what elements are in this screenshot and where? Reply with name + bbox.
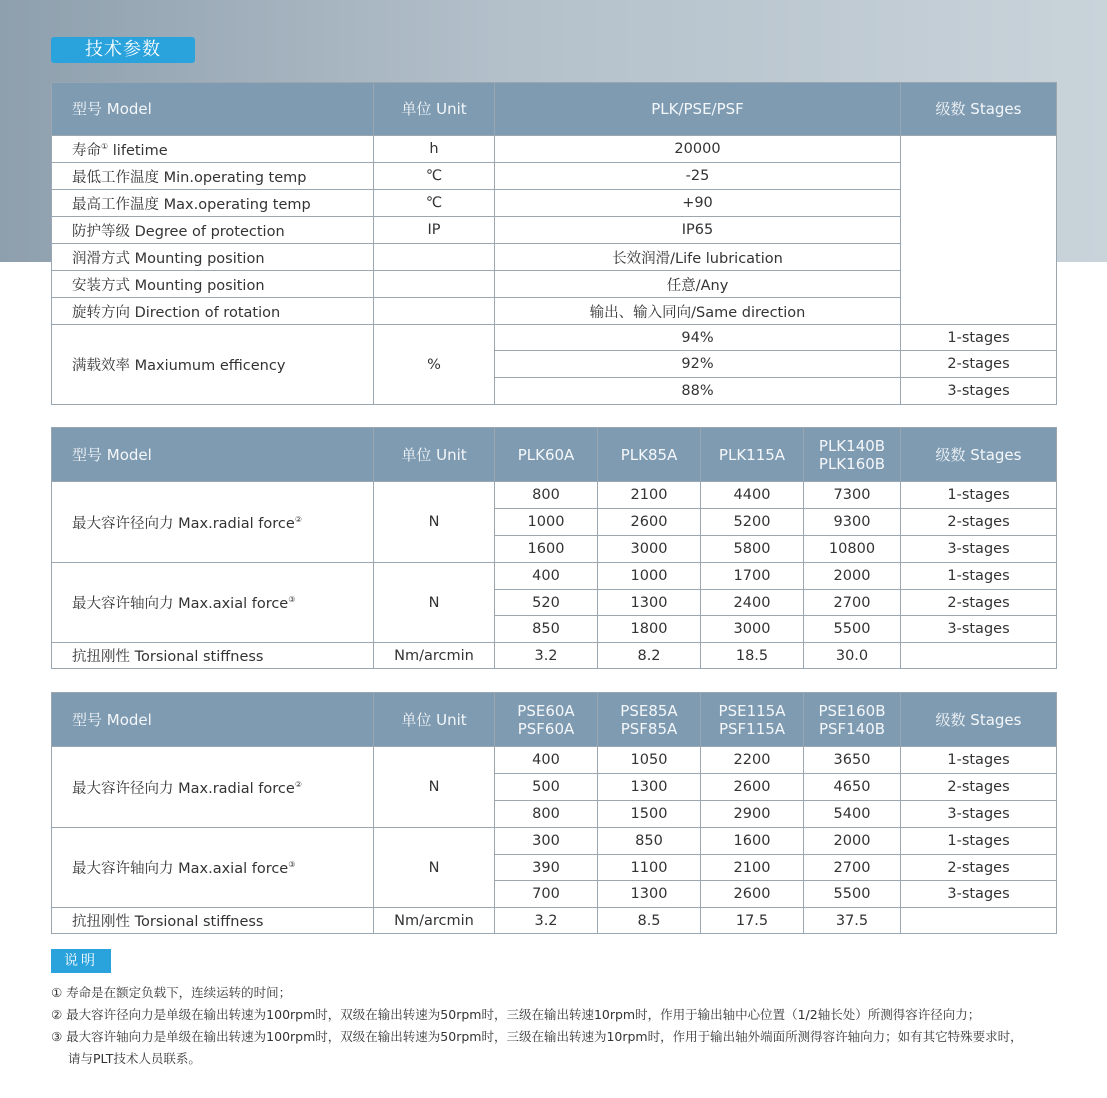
value-cell: 850: [495, 616, 598, 643]
value-cell: 1700: [701, 563, 804, 590]
value-cell: 1050: [598, 747, 701, 774]
value-cell: 1600: [495, 536, 598, 563]
value-cell: 850: [598, 828, 701, 855]
header-stages: 级数 Stages: [901, 428, 1057, 482]
row-unit: ℃: [374, 163, 495, 190]
value-cell: 700: [495, 881, 598, 908]
row-label: 最低工作温度 Min.operating temp: [52, 163, 374, 190]
stage-label: 2-stages: [901, 855, 1057, 881]
row-label: 旋转方向 Direction of rotation: [52, 298, 374, 325]
stage-label: 2-stages: [901, 774, 1057, 801]
value-cell: 1600: [701, 828, 804, 855]
stage-label: 3-stages: [901, 378, 1057, 405]
row-value: 长效润滑/Life lubrication: [495, 244, 901, 271]
notes-title: 说明: [51, 949, 111, 973]
value-cell: 2700: [804, 855, 901, 881]
value-cell: 520: [495, 590, 598, 616]
value-cell: 2000: [804, 563, 901, 590]
value-cell: 37.5: [804, 908, 901, 934]
value-cell: 400: [495, 563, 598, 590]
header-pse160b-psf140b: PSE160B PSF140B: [804, 693, 901, 747]
header-model: 型号 Model: [52, 693, 374, 747]
value-cell: 18.5: [701, 643, 804, 669]
value-cell: 1100: [598, 855, 701, 881]
stage-label: 3-stages: [901, 616, 1057, 643]
value-cell: 1000: [598, 563, 701, 590]
blank-stage-cell: [901, 908, 1057, 934]
row-label: 安装方式 Mounting position: [52, 271, 374, 298]
stage-label: 1-stages: [901, 747, 1057, 774]
general-spec-table: [51, 82, 1057, 405]
value-cell: 9300: [804, 509, 901, 536]
value-cell: 3.2: [495, 643, 598, 669]
table-header-row: [52, 428, 1057, 482]
row-value: -25: [495, 163, 901, 190]
value-cell: 30.0: [804, 643, 901, 669]
header-stages: 级数 Stages: [901, 83, 1057, 136]
value-cell: 3650: [804, 747, 901, 774]
radial-force-label: 最大容许径向力 Max.radial force②: [52, 482, 374, 563]
note-line: ② 最大容许径向力是单级在输出转速为100rpm时，双级在输出转速为50rpm时，三级在输出转速10rpm时，作用于输出轴中心位置（1/2轴长处）所测得容许径向力；: [51, 1007, 981, 1022]
pse-psf-force-table: [51, 692, 1057, 934]
value-cell: 4400: [701, 482, 804, 509]
efficiency-value: 88%: [495, 378, 901, 405]
row-label: 润滑方式 Mounting position: [52, 244, 374, 271]
row-unit: [374, 271, 495, 298]
value-cell: 5500: [804, 881, 901, 908]
value-cell: 5500: [804, 616, 901, 643]
value-cell: 1800: [598, 616, 701, 643]
table-row: [52, 747, 1057, 774]
header-unit: 单位 Unit: [374, 83, 495, 136]
section-title: 技术参数: [51, 37, 195, 63]
row-label: 防护等级 Degree of protection: [52, 217, 374, 244]
value-cell: 10800: [804, 536, 901, 563]
efficiency-value: 94%: [495, 325, 901, 351]
stage-label: 2-stages: [901, 351, 1057, 378]
torsional-unit: Nm/arcmin: [374, 643, 495, 669]
stage-label: 1-stages: [901, 482, 1057, 509]
value-cell: 5200: [701, 509, 804, 536]
torsional-unit: Nm/arcmin: [374, 908, 495, 934]
value-cell: 5800: [701, 536, 804, 563]
value-cell: 2400: [701, 590, 804, 616]
axial-force-unit: N: [374, 563, 495, 643]
torsional-label: 抗扭刚性 Torsional stiffness: [52, 643, 374, 669]
value-cell: 2900: [701, 801, 804, 828]
radial-force-label: 最大容许径向力 Max.radial force②: [52, 747, 374, 828]
header-unit: 单位 Unit: [374, 428, 495, 482]
table-row: [52, 908, 1057, 934]
header-plk115a: PLK115A: [701, 428, 804, 482]
stage-label: 1-stages: [901, 563, 1057, 590]
value-cell: 500: [495, 774, 598, 801]
stage-label: 2-stages: [901, 509, 1057, 536]
row-unit: ℃: [374, 190, 495, 217]
radial-force-unit: N: [374, 482, 495, 563]
row-unit: [374, 244, 495, 271]
row-unit: h: [374, 136, 495, 163]
value-cell: 3.2: [495, 908, 598, 934]
torsional-label: 抗扭刚性 Torsional stiffness: [52, 908, 374, 934]
stage-label: 3-stages: [901, 801, 1057, 828]
value-cell: 1300: [598, 881, 701, 908]
stage-label: 1-stages: [901, 828, 1057, 855]
table-row: [52, 828, 1057, 855]
value-cell: 2100: [701, 855, 804, 881]
table-row: [52, 643, 1057, 669]
notes-block: [51, 982, 1091, 1070]
value-cell: 17.5: [701, 908, 804, 934]
radial-force-unit: N: [374, 747, 495, 828]
value-cell: 1300: [598, 774, 701, 801]
row-label: 最高工作温度 Max.operating temp: [52, 190, 374, 217]
efficiency-label: 满载效率 Maxiumum efficency: [52, 325, 374, 405]
value-cell: 300: [495, 828, 598, 855]
note-line: ① 寿命是在额定负载下，连续运转的时间；: [51, 985, 292, 1000]
value-cell: 1500: [598, 801, 701, 828]
note-line: ③ 最大容许轴向力是单级在输出转速为100rpm时，双级在输出转速为50rpm时，三级在输出转速为10rpm时，作用于输出轴外端面所测得容许轴向力；如有其它特殊要求时，: [51, 1029, 1023, 1044]
note-line: 请与PLT技术人员联系。: [68, 1051, 201, 1066]
axial-force-label: 最大容许轴向力 Max.axial force③: [52, 828, 374, 908]
value-cell: 800: [495, 801, 598, 828]
row-value: 输出、输入同向/Same direction: [495, 298, 901, 325]
row-value: IP65: [495, 217, 901, 244]
value-cell: 2600: [701, 774, 804, 801]
efficiency-unit: %: [374, 325, 495, 405]
value-cell: 7300: [804, 482, 901, 509]
row-label: 寿命① lifetime: [52, 136, 374, 163]
row-unit: IP: [374, 217, 495, 244]
stage-label: 2-stages: [901, 590, 1057, 616]
table-row: [52, 136, 1057, 163]
table-row: [52, 482, 1057, 509]
header-unit: 单位 Unit: [374, 693, 495, 747]
value-cell: 8.5: [598, 908, 701, 934]
value-cell: 400: [495, 747, 598, 774]
row-value: 20000: [495, 136, 901, 163]
value-cell: 800: [495, 482, 598, 509]
row-value: +90: [495, 190, 901, 217]
value-cell: 1000: [495, 509, 598, 536]
stage-label: 1-stages: [901, 325, 1057, 351]
table-row: [52, 325, 1057, 351]
value-cell: 4650: [804, 774, 901, 801]
header-series: PLK/PSE/PSF: [495, 83, 901, 136]
table-header-row: [52, 83, 1057, 136]
header-model: 型号 Model: [52, 428, 374, 482]
value-cell: 2200: [701, 747, 804, 774]
value-cell: 1300: [598, 590, 701, 616]
stage-label: 3-stages: [901, 881, 1057, 908]
header-model: 型号 Model: [52, 83, 374, 136]
axial-force-label: 最大容许轴向力 Max.axial force③: [52, 563, 374, 643]
blank-stage-cell: [901, 136, 1057, 325]
value-cell: 2700: [804, 590, 901, 616]
header-plk140b-160b: PLK140B PLK160B: [804, 428, 901, 482]
value-cell: 8.2: [598, 643, 701, 669]
efficiency-value: 92%: [495, 351, 901, 378]
value-cell: 390: [495, 855, 598, 881]
header-pse85a-psf85a: PSE85A PSF85A: [598, 693, 701, 747]
blank-stage-cell: [901, 643, 1057, 669]
header-pse115a-psf115a: PSE115A PSF115A: [701, 693, 804, 747]
value-cell: 3000: [598, 536, 701, 563]
stage-label: 3-stages: [901, 536, 1057, 563]
value-cell: 2600: [598, 509, 701, 536]
row-unit: [374, 298, 495, 325]
value-cell: 2600: [701, 881, 804, 908]
plk-force-table: [51, 427, 1057, 669]
header-plk85a: PLK85A: [598, 428, 701, 482]
value-cell: 2100: [598, 482, 701, 509]
axial-force-unit: N: [374, 828, 495, 908]
header-pse60a-psf60a: PSE60A PSF60A: [495, 693, 598, 747]
row-value: 任意/Any: [495, 271, 901, 298]
value-cell: 2000: [804, 828, 901, 855]
header-plk60a: PLK60A: [495, 428, 598, 482]
value-cell: 3000: [701, 616, 804, 643]
table-header-row: [52, 693, 1057, 747]
table-row: [52, 563, 1057, 590]
header-stages: 级数 Stages: [901, 693, 1057, 747]
value-cell: 5400: [804, 801, 901, 828]
